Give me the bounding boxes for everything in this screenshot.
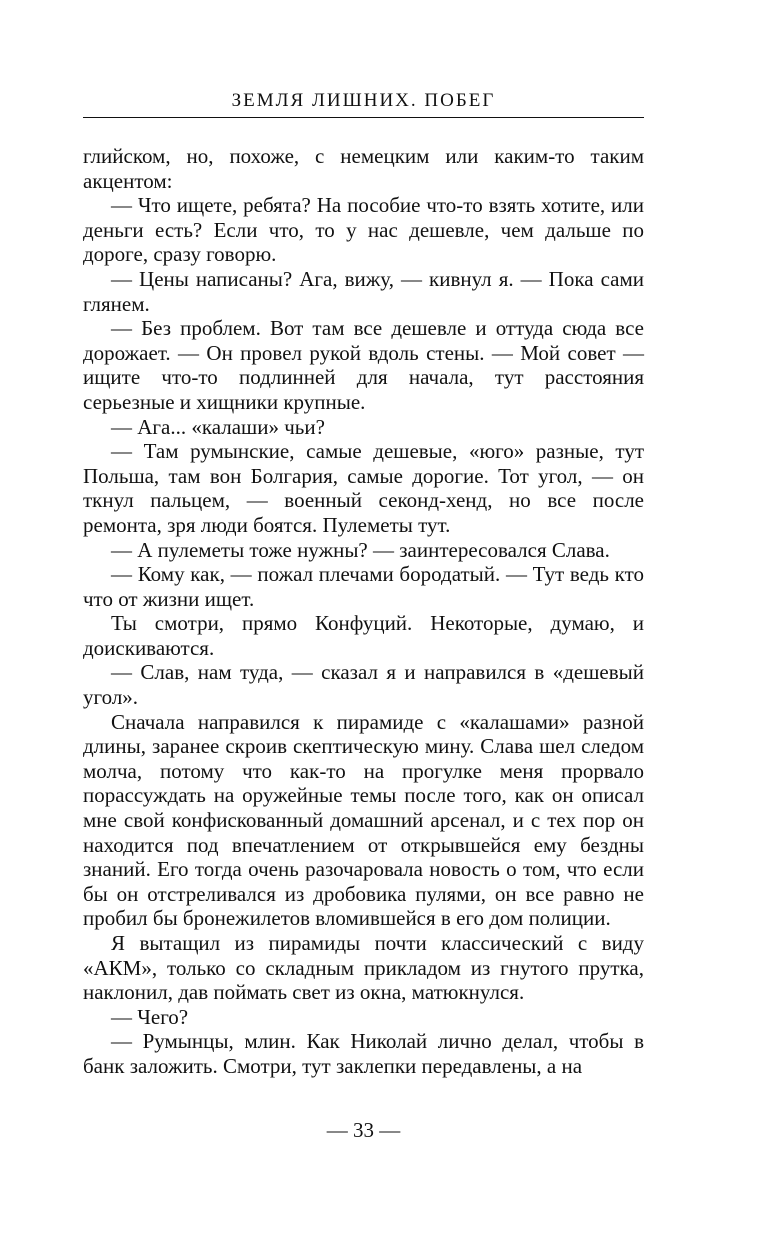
paragraph: — Слав, нам туда, — сказал я и направился в «дешевый угол». — [83, 660, 644, 710]
body-text — [83, 144, 644, 1079]
paragraph: — Там румынские, самые дешевые, «юго» разные, тут Польша, там вон Болгария, самые дорогие. Тот угол, — он ткнул пальцем, — военный секонд-хенд, но все после ремонта, зря люди боятся. Пулеметы тут. — [83, 439, 644, 537]
paragraph: — Румынцы, млин. Как Николай лично делал, чтобы в банк заложить. Смотри, тут заклепки передавлены, а на — [83, 1029, 644, 1078]
header-rule — [83, 117, 644, 118]
paragraph: Я вытащил из пирамиды почти классический с виду «АКМ», только со складным прикладом из гнутого прутка, наклонил, дав поймать свет из окна, матюкнулся. — [83, 931, 644, 1005]
paragraph: — А пулеметы тоже нужны? — заинтересовался Слава. — [111, 537, 610, 562]
paragraph: Ты смотри, прямо Конфуций. Некоторые, думаю, и доискиваются. — [83, 611, 644, 660]
paragraph: глийском, но, похоже, с немецким или каким-то таким акцентом: — [83, 144, 644, 193]
paragraph: — Чего? — [111, 1004, 189, 1029]
paragraph: — Без проблем. Вот там все дешевле и оттуда сюда все дорожает. — Он провел рукой вдоль стены. — Мой совет — ищите что-то подлинней для начала, тут расстояния серьезные и хищники крупные. — [83, 316, 644, 414]
paragraph: — Ага... «калаши» чьи? — [111, 414, 325, 439]
paragraph: — Цены написаны? Ага, вижу, — кивнул я. — Пока сами глянем. — [83, 266, 644, 316]
page-number: — 33 — — [326, 1118, 401, 1142]
paragraph: Сначала направился к пирамиде с «калашами» разной длины, заранее скроив скептическую мину. Слава шел следом молча, потому что как-то на прогулке меня прорвало порассуждать на оружейные темы после того, как он описал мне свой конфискованный домашний арсенал, и с тех пор он находится под впечатлением от открывшейся ему бездны знаний. Его тогда очень разочаровала новость о том, что если бы он отстреливался из дробовика пулями, он все равно не пробил бы бронежилетов вломившейся в его дом полиции. — [83, 709, 644, 931]
paragraph: — Кому как, — пожал плечами бородатый. — Тут ведь кто что от жизни ищет. — [83, 562, 644, 611]
running-head: ЗЕМЛЯ ЛИШНИХ. ПОБЕГ — [231, 90, 496, 111]
paragraph: — Что ищете, ребята? На пособие что-то взять хотите, или деньги есть? Если что, то у нас дешевле, чем дальше по дороге, сразу говорю. — [83, 193, 644, 267]
